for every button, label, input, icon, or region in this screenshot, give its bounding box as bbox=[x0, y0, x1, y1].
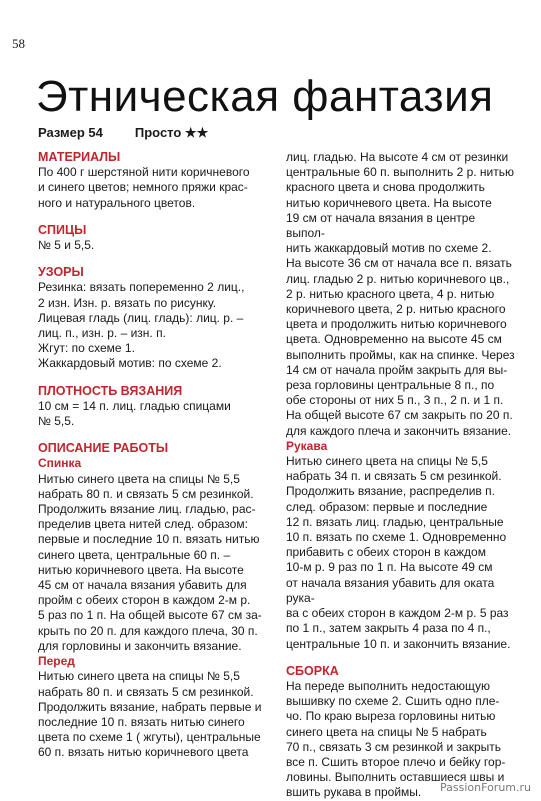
text-line: 45 см от начала вязания убавить для bbox=[38, 578, 247, 593]
text-line: № 5 и 5,5. bbox=[38, 238, 95, 253]
sleeves-heading: Рукава bbox=[286, 438, 328, 453]
text-line: синего цвета, центральные 60 п. – bbox=[38, 547, 231, 562]
text-line: для каждого плеча и закончить вязание. bbox=[286, 423, 512, 438]
text-line: набрать 34 п. и связать 5 см резинкой. bbox=[286, 469, 502, 484]
assembly-heading: СБОРКА bbox=[286, 663, 339, 678]
text-line: крыть по 20 п. для каждого плеча, 30 п. bbox=[38, 623, 258, 638]
text-line: лиц. п., изн. р. – изн. п. bbox=[38, 326, 166, 341]
text-line: 14 см от начала пройм закрыть для вы- bbox=[286, 362, 508, 377]
text-line: выполнить проймы, как на спинке. Через bbox=[286, 347, 515, 362]
density-heading: ПЛОТНОСТЬ ВЯЗАНИЯ bbox=[38, 383, 183, 398]
text-line: 10 см = 14 п. лиц. гладью спицами bbox=[38, 398, 231, 413]
text-line: ва с обеих сторон в каждом 2-м р. 5 раз bbox=[286, 606, 509, 621]
text-line: Нитью синего цвета на спицы № 5,5 bbox=[38, 471, 240, 486]
text-line: Лицевая гладь (лиц. гладь): лиц. р. – bbox=[38, 310, 244, 325]
text-line: все п. Сшить второе плечо и бейку гор- bbox=[286, 754, 506, 769]
pattern-meta bbox=[38, 125, 208, 141]
text-line: цвета. Одновременно на высоте 45 см bbox=[286, 332, 502, 347]
text-line: нитью коричневого цвета. На высоте bbox=[286, 195, 492, 210]
front-heading: Перед bbox=[38, 654, 75, 669]
text-line: нитью коричневого цвета. На высоте bbox=[38, 562, 244, 577]
left-column bbox=[38, 150, 270, 761]
text-line: 19 см от начала вязания в центре выпол- bbox=[286, 210, 476, 241]
text-line: набрать 80 п. и связать 5 см резинкой. bbox=[38, 486, 254, 501]
text-line: и синего цветов; немного пряжи крас- bbox=[38, 180, 248, 195]
text-line: лиц. гладью. На высоте 4 см от резинки bbox=[286, 150, 509, 164]
watermark: PassionForum.ru bbox=[440, 781, 531, 794]
text-line: ловины. Выполнить оставшиеся швы и bbox=[286, 770, 505, 785]
front-text bbox=[38, 669, 270, 760]
text-line: центральные 10 п. и закончить вязание. bbox=[286, 636, 511, 651]
size-label: Размер 54 bbox=[38, 125, 103, 140]
text-line: № 5,5. bbox=[38, 414, 75, 429]
text-line: 12 п. вязать лиц. гладью, центральные bbox=[286, 514, 504, 529]
text-line: Продолжить вязание лиц. гладью, рас- bbox=[38, 502, 256, 517]
density-text bbox=[38, 399, 270, 429]
text-line: коричневого цвета, 2 р. нитью красного bbox=[286, 302, 506, 317]
text-line: набрать 80 п. и связать 5 см резинкой. bbox=[38, 684, 254, 699]
text-line: реза горловины центральные 8 п., по bbox=[286, 378, 495, 393]
page-title: Этническая фантазия bbox=[36, 72, 494, 121]
text-line: обе стороны от них 5 п., 3 п., 2 п. и 1 п. bbox=[286, 393, 504, 408]
right-column bbox=[286, 150, 516, 801]
text-line: последние 10 п. вязать нитью синего bbox=[38, 714, 245, 729]
page-number: 58 bbox=[12, 36, 25, 51]
description-heading: ОПИСАНИЕ РАБОТЫ bbox=[38, 441, 169, 456]
needles-text bbox=[38, 238, 270, 253]
text-line: Нитью синего цвета на спицы № 5,5 bbox=[286, 454, 488, 469]
back-text bbox=[38, 472, 270, 654]
text-line: На общей высоте 67 см закрыть по 20 п. bbox=[286, 408, 513, 423]
text-line: цвета по схеме 1 ( жгуты), центральные bbox=[38, 730, 261, 745]
sleeves-text bbox=[286, 454, 516, 652]
text-line: нить жаккардовый мотив по схеме 2. bbox=[286, 241, 492, 256]
text-line: центральные 60 п. выполнить 2 р. нитью bbox=[286, 165, 514, 180]
text-line: 2 р. нитью красного цвета, 4 р. нитью bbox=[286, 286, 495, 301]
text-line: вышивку по схеме 2. Сшить одно пле- bbox=[286, 694, 500, 709]
needles-heading: СПИЦЫ bbox=[38, 222, 87, 237]
back-heading: Спинка bbox=[38, 456, 82, 471]
text-line: пройм с обеих сторон в каждом 2-м р. bbox=[38, 593, 251, 608]
text-line: от начала вязания убавить для оката рука- bbox=[286, 575, 495, 605]
text-line: По 400 г шерстяной нити коричневого bbox=[38, 165, 250, 180]
materials-text bbox=[38, 165, 270, 211]
text-line: 5 раз по 1 п. На общей высоте 67 см за- bbox=[38, 608, 262, 623]
text-line: На высоте 36 см от начала все п. вязать bbox=[286, 256, 512, 271]
text-line: 70 п., связать 3 см резинкой и закрыть bbox=[286, 739, 502, 754]
text-line: красного цвета и снова продолжить bbox=[286, 180, 485, 195]
text-line: прибавить с обеих сторон в каждом bbox=[286, 545, 486, 560]
text-line: след. образом: первые и последние bbox=[286, 499, 488, 514]
text-line: лиц. гладью 2 р. нитью коричневого цв., bbox=[286, 271, 510, 286]
text-line: Жгут: по схеме 1. bbox=[38, 341, 135, 356]
text-line: 10-м р. 9 раз по 1 п. На высоте 49 см bbox=[286, 560, 493, 575]
text-line: Нитью синего цвета на спицы № 5,5 bbox=[38, 669, 240, 684]
text-line: синего цвета на спицы № 5 набрать bbox=[286, 724, 487, 739]
text-line: вшить рукава в проймы. bbox=[286, 785, 422, 800]
text-line: цвета и продолжить нитью коричневого bbox=[286, 317, 507, 332]
patterns-text bbox=[38, 280, 270, 371]
text-line: 60 п. вязать нитью коричневого цвета bbox=[38, 745, 249, 760]
text-line: 10 п. вязать по схеме 1. Одновременно bbox=[286, 530, 507, 545]
difficulty-label: Просто ★★ bbox=[134, 125, 209, 140]
text-line: чо. По краю выреза горловины нитью bbox=[286, 709, 496, 724]
materials-heading: МАТЕРИАЛЫ bbox=[38, 150, 121, 164]
text-line: Резинка: вязать попеременно 2 лиц., bbox=[38, 280, 245, 295]
text-line: Жаккардовый мотив: по схеме 2. bbox=[38, 356, 222, 371]
text-line: Продолжить вязание, распределив п. bbox=[286, 484, 495, 499]
text-line: первые и последние 10 п. вязать нитью bbox=[38, 532, 260, 547]
front-text-continued bbox=[286, 150, 516, 439]
text-line: по 1 п., затем закрыть 4 раза по 4 п., bbox=[286, 621, 491, 636]
text-line: Продолжить вязание, набрать первые и bbox=[38, 699, 262, 714]
text-line: пределив цвета нитей след. образом: bbox=[38, 517, 248, 532]
text-line: На переде выполнить недостающую bbox=[286, 678, 491, 693]
text-line: для горловины и закончить вязание. bbox=[38, 638, 242, 653]
text-line: ного и натурального цветов. bbox=[38, 195, 196, 210]
text-line: 2 изн. Изн. р. вязать по рисунку. bbox=[38, 295, 217, 310]
patterns-heading: УЗОРЫ bbox=[38, 265, 84, 280]
